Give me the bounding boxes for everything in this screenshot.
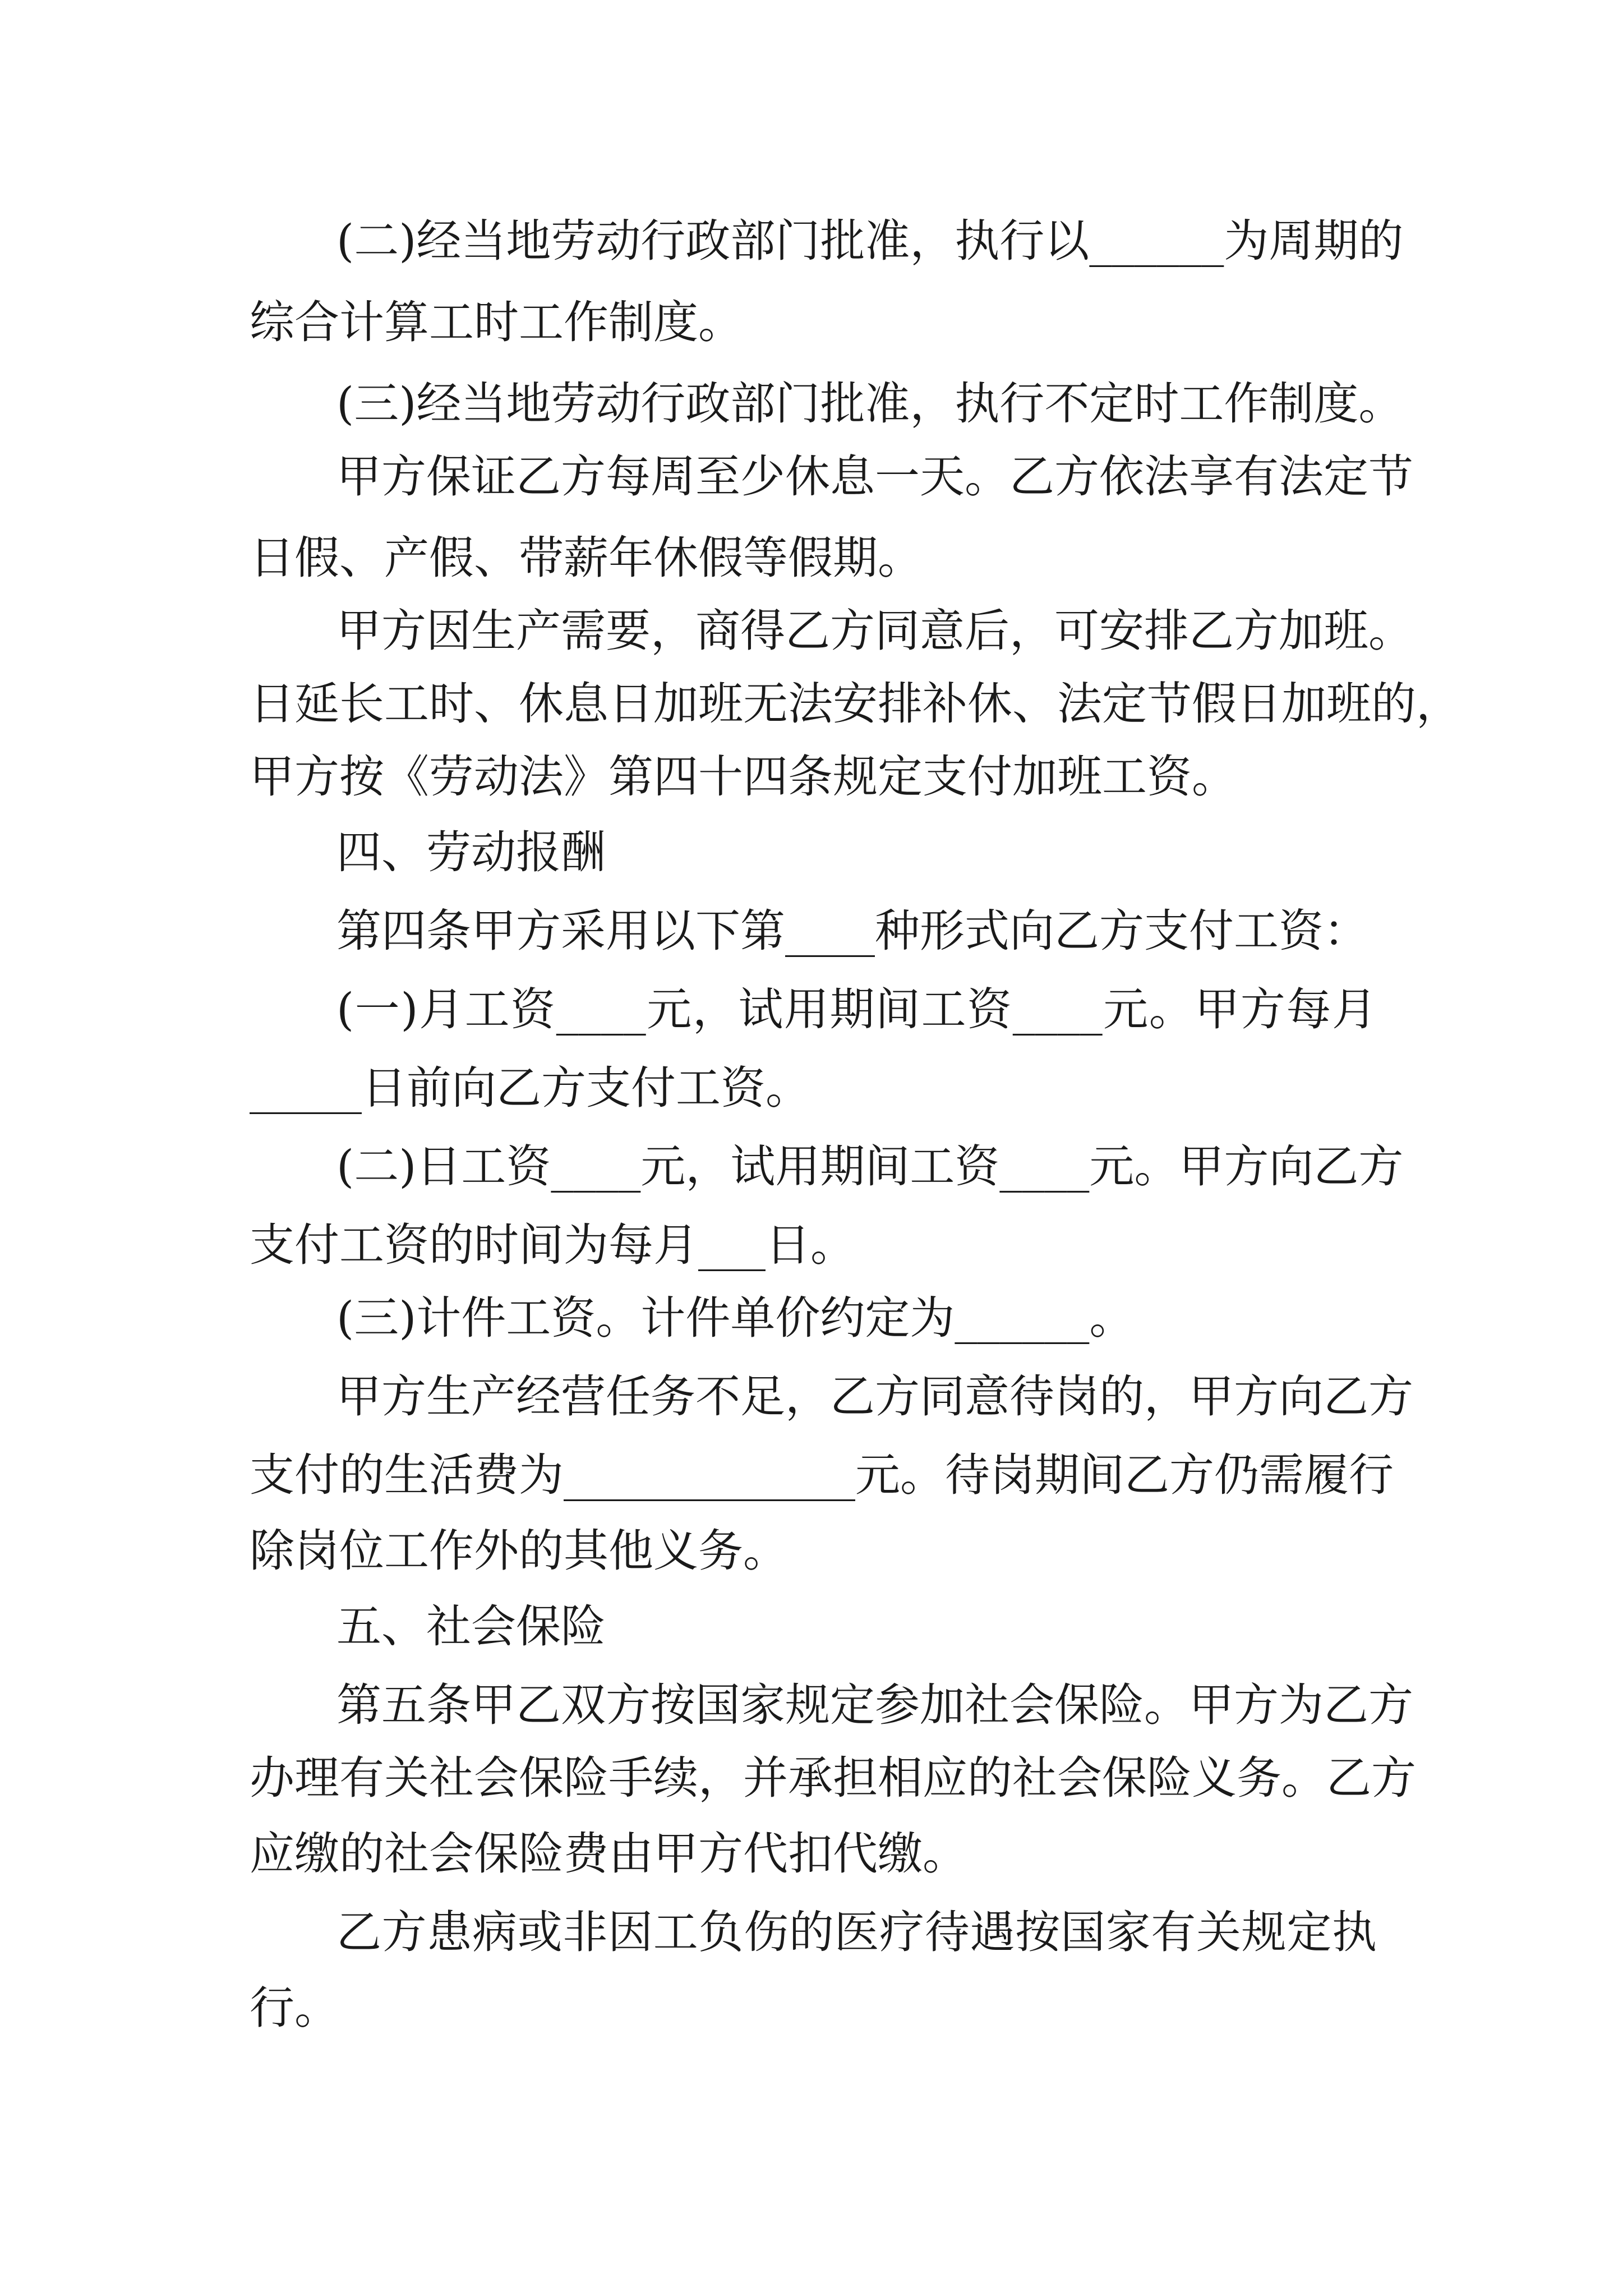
body-text-line: 第五条甲乙双方按国家规定参加社会保险。甲方为乙方 bbox=[336, 1679, 1413, 1731]
body-text-line: (二)经当地劳动行政部门批准，执行以______为周期的 bbox=[336, 215, 1404, 267]
body-text-line: 甲方按《劳动法》第四十四条规定支付加班工资。 bbox=[250, 751, 1237, 803]
body-text-line: 支付的生活费为_____________元。待岗期间乙方仍需履行 bbox=[250, 1449, 1394, 1501]
body-text-line: 应缴的社会保险费由甲方代扣代缴。 bbox=[250, 1828, 967, 1880]
body-text-line: 支付工资的时间为每月___日。 bbox=[250, 1219, 855, 1271]
section-heading: 五、社会保险 bbox=[336, 1600, 606, 1653]
body-text-line: (一)月工资____元，试用期间工资____元。甲方每月 bbox=[336, 983, 1377, 1036]
body-text-line: 除岗位工作外的其他义务。 bbox=[250, 1525, 788, 1577]
body-text-line: 第四条甲方采用以下第____种形式向乙方支付工资： bbox=[336, 905, 1368, 957]
body-text-line: (二)日工资____元，试用期间工资____元。甲方向乙方 bbox=[336, 1140, 1404, 1193]
body-text-line: 甲方因生产需要，商得乙方同意后，可安排乙方加班。 bbox=[336, 605, 1413, 657]
body-text-line: 办理有关社会保险手续，并承担相应的社会保险义务。乙方 bbox=[250, 1752, 1416, 1804]
body-text-line: 日延长工时、休息日加班无法安排补休、法定节假日加班的， bbox=[250, 678, 1461, 730]
body-text-line: 综合计算工时工作制度。 bbox=[250, 296, 743, 348]
body-text-line: 甲方生产经营任务不足，乙方同意待岗的，甲方向乙方 bbox=[336, 1370, 1413, 1423]
body-text-line: (三)经当地劳动行政部门批准，执行不定时工作制度。 bbox=[336, 378, 1404, 430]
section-heading: 四、劳动报酬 bbox=[336, 826, 606, 878]
body-text-line: 行。 bbox=[250, 1982, 339, 2034]
body-text-line: 日假、产假、带薪年休假等假期。 bbox=[250, 532, 923, 584]
body-text-line: (三)计件工资。计件单价约定为______。 bbox=[336, 1292, 1135, 1344]
body-text-line: 乙方患病或非因工负伤的医疗待遇按国家有关规定执 bbox=[336, 1906, 1377, 1958]
body-text-line: 甲方保证乙方每周至少休息一天。乙方依法享有法定节 bbox=[336, 450, 1413, 503]
body-text-line: _____日前向乙方支付工资。 bbox=[250, 1062, 810, 1114]
